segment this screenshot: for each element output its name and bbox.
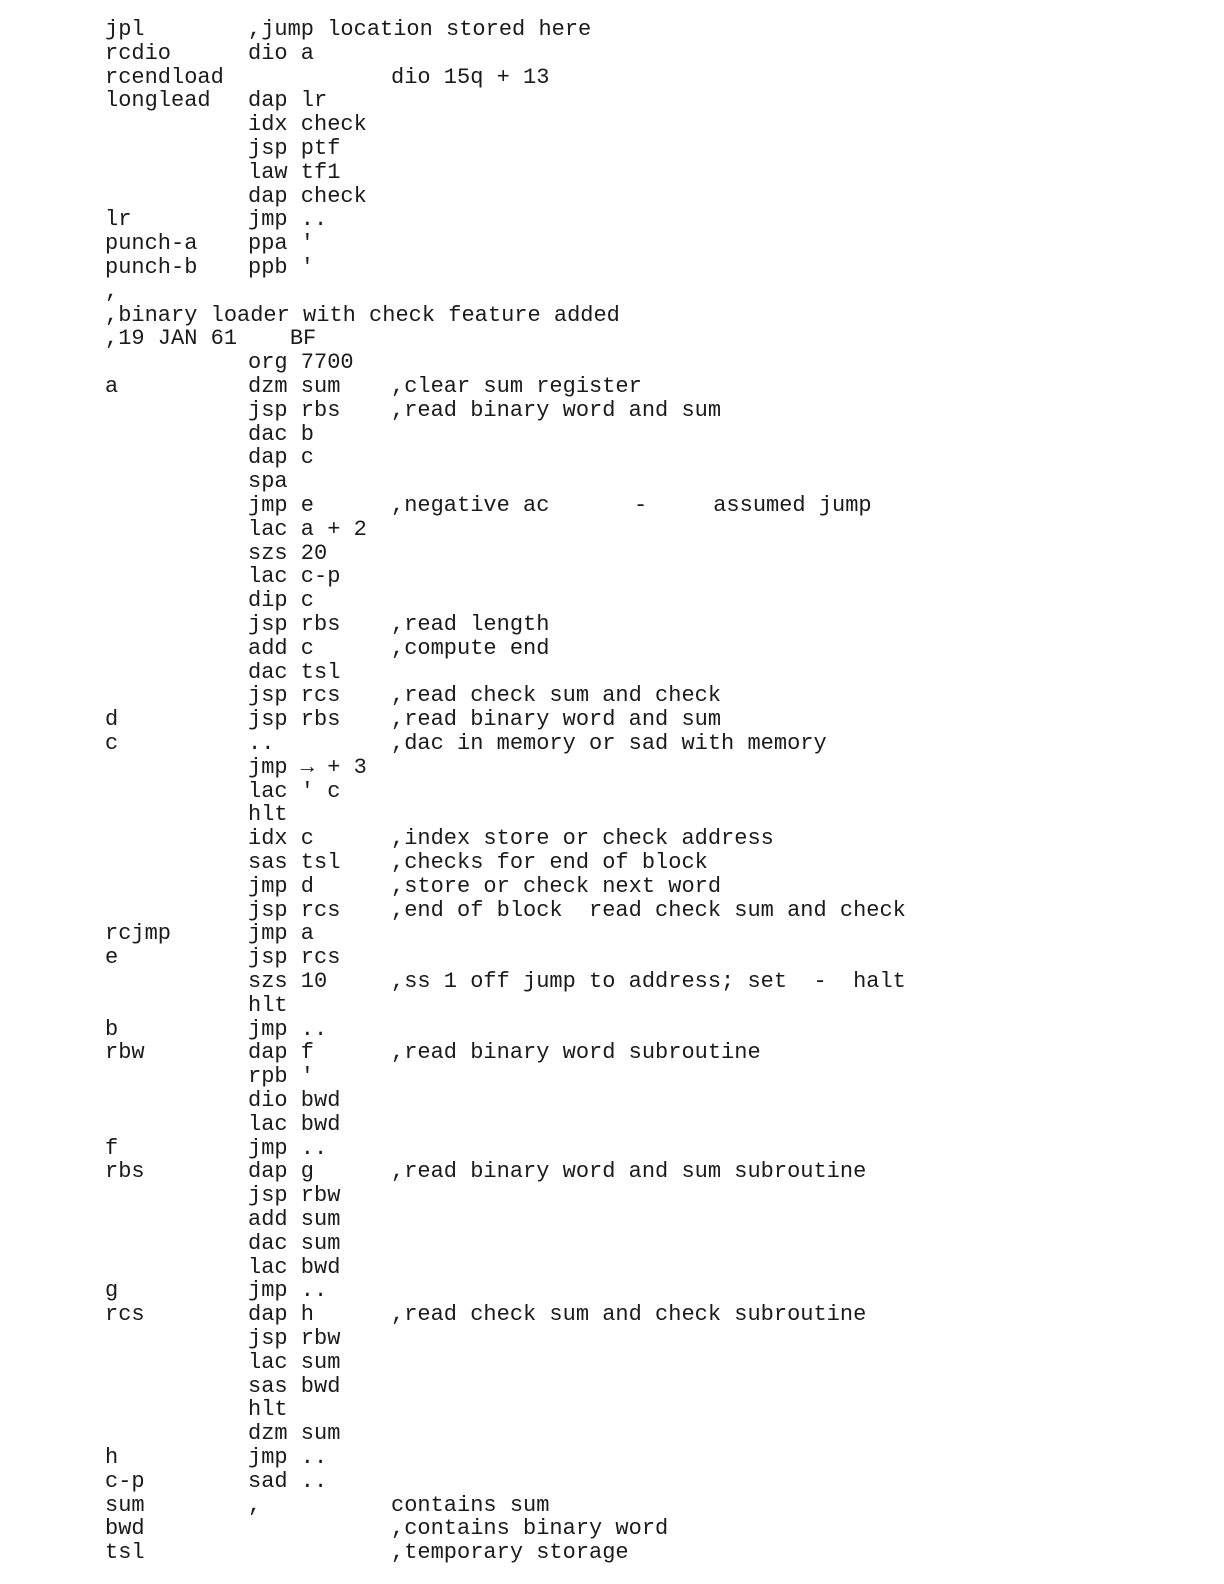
line-instruction: jmp d (248, 873, 315, 899)
listing-line (0, 1375, 1224, 1399)
listing-line (0, 446, 1224, 470)
line-instruction: jmp .. (248, 1278, 328, 1304)
line-instruction: lac c-p (248, 564, 341, 590)
line-instruction: jmp .. (248, 1016, 328, 1042)
listing-line (0, 684, 1224, 708)
listing-line (0, 1160, 1224, 1184)
line-instruction: lac bwd (248, 1254, 341, 1280)
line-instruction: spa (248, 469, 288, 495)
listing-line (0, 42, 1224, 66)
line-instruction: jsp rcs (248, 683, 341, 709)
line-instruction: dap c (248, 445, 315, 471)
line-comment: ,read binary word subroutine (391, 1040, 761, 1066)
line-instruction: hlt (248, 802, 288, 828)
line-comment: ,jump location stored here (248, 17, 592, 42)
listing-line (0, 851, 1224, 875)
line-comment: dio 15q + 13 (391, 64, 550, 90)
line-instruction: dap h (248, 1302, 315, 1328)
line-instruction: org 7700 (248, 350, 354, 376)
listing-line (0, 375, 1224, 399)
line-label: , (105, 278, 119, 304)
line-instruction: jsp rbw (248, 1183, 341, 1209)
line-instruction: dap f (248, 1040, 315, 1066)
line-instruction: lac ' c (248, 778, 341, 804)
listing-line (0, 732, 1224, 756)
listing-line (0, 351, 1224, 375)
line-instruction: dac b (248, 421, 315, 447)
listing-line (0, 66, 1224, 90)
listing-line (0, 1494, 1224, 1518)
line-label: c-p (105, 1468, 145, 1494)
listing-line (0, 304, 1224, 328)
listing-line (0, 899, 1224, 923)
listing-line (0, 399, 1224, 423)
listing-line (0, 661, 1224, 685)
line-comment: ,read binary word and sum (391, 397, 722, 423)
line-instruction: lac a + 2 (248, 516, 367, 542)
listing-line (0, 327, 1224, 351)
listing-line (0, 565, 1224, 589)
line-label: lr (105, 207, 132, 233)
listing-line (0, 613, 1224, 637)
line-comment: ,read binary word and sum subroutine (391, 1159, 867, 1185)
listing-line (0, 1422, 1224, 1446)
listing-line (0, 137, 1224, 161)
line-comment: ,read binary word and sum (391, 707, 722, 733)
line-instruction: ppa ' (248, 231, 315, 257)
line-label: rcs (105, 1302, 145, 1328)
line-comment: ,read check sum and check subroutine (391, 1302, 867, 1328)
listing-line (0, 1208, 1224, 1232)
line-label: sum (105, 1492, 145, 1518)
listing-line (0, 1256, 1224, 1280)
line-instruction: jsp rbs (248, 612, 341, 637)
line-label: punch-b (105, 255, 198, 280)
line-label: rcdio (105, 40, 172, 66)
listing-line (0, 589, 1224, 613)
listing-line (0, 423, 1224, 447)
listing-line (0, 1184, 1224, 1208)
line-label: c (105, 731, 119, 756)
line-comment: ,index store or check address (391, 826, 774, 852)
line-instruction: add sum (248, 1207, 341, 1232)
listing-line (0, 1398, 1224, 1422)
listing-line (0, 1279, 1224, 1303)
line-instruction: jmp a (248, 921, 315, 947)
listing-line (0, 1470, 1224, 1494)
listing-line (0, 161, 1224, 185)
line-label: h (105, 1445, 119, 1470)
listing-line (0, 18, 1224, 42)
listing-line (0, 113, 1224, 137)
listing-line (0, 1089, 1224, 1113)
listing-line (0, 637, 1224, 661)
listing-line (0, 1541, 1224, 1565)
line-instruction: dac tsl (248, 659, 341, 685)
line-instruction: sas bwd (248, 1373, 341, 1399)
listing-line (0, 1232, 1224, 1256)
listing-line (0, 1018, 1224, 1042)
line-instruction: dio bwd (248, 1088, 341, 1113)
listing-line (0, 280, 1224, 304)
line-comment: ,dac in memory or sad with memory (391, 731, 827, 756)
listing-line (0, 1351, 1224, 1375)
line-label: jpl (105, 17, 145, 42)
listing-line (0, 518, 1224, 542)
line-instruction: szs 10 (248, 969, 328, 994)
line-instruction: dac sum (248, 1230, 341, 1256)
line-instruction: jmp → + 3 (248, 754, 367, 780)
listing-line (0, 970, 1224, 994)
line-comment-continuation: - assumed jump (634, 493, 872, 518)
line-instruction: idx check (248, 112, 367, 138)
listing-line (0, 1041, 1224, 1065)
listing-line (0, 542, 1224, 566)
line-label: rcjmp (105, 921, 172, 947)
line-instruction: , (248, 1492, 262, 1518)
line-comment: contains sum (391, 1492, 550, 1518)
line-label: rbs (105, 1159, 145, 1185)
line-instruction: jsp rbs (248, 707, 341, 733)
line-instruction: hlt (248, 1397, 288, 1423)
line-instruction: hlt (248, 992, 288, 1018)
line-instruction: dzm sum (248, 1421, 341, 1447)
line-label: longlead (105, 88, 211, 114)
listing-line (0, 994, 1224, 1018)
listing-line (0, 922, 1224, 946)
line-instruction: jsp rbs (248, 397, 341, 423)
listing-line (0, 1303, 1224, 1327)
line-comment: ,read check sum and check (391, 683, 722, 709)
line-comment: ,temporary storage (391, 1540, 629, 1566)
line-label: f (105, 1135, 119, 1161)
line-comment: ,negative ac (391, 493, 550, 518)
listing-line (0, 232, 1224, 256)
listing-line (0, 208, 1224, 232)
line-comment: ,contains binary word (391, 1516, 669, 1542)
line-instruction: .. (248, 731, 275, 756)
line-instruction: jmp .. (248, 1445, 328, 1470)
line-instruction: idx c (248, 826, 315, 852)
line-instruction: sad .. (248, 1468, 328, 1494)
line-comment: ,checks for end of block (391, 850, 708, 875)
listing-line (0, 89, 1224, 113)
line-instruction: jmp e (248, 493, 315, 518)
listing-line (0, 1113, 1224, 1137)
line-instruction: jsp rcs (248, 897, 341, 923)
line-label: tsl (105, 1540, 145, 1566)
line-label: b (105, 1016, 119, 1042)
line-instruction: dzm sum (248, 374, 341, 399)
listing-line (0, 185, 1224, 209)
line-comment: ,compute end (391, 635, 550, 661)
line-instruction: dip c (248, 588, 315, 614)
listing-line (0, 803, 1224, 827)
listing-line (0, 1517, 1224, 1541)
line-label: a (105, 374, 119, 399)
line-instruction: szs 20 (248, 540, 328, 566)
line-label: bwd (105, 1516, 145, 1542)
line-instruction: ppb ' (248, 255, 315, 280)
listing-line (0, 1065, 1224, 1089)
line-label: ,19 JAN 61 BF (105, 326, 317, 352)
line-instruction: law tf1 (248, 159, 341, 185)
listing-line (0, 1446, 1224, 1470)
line-instruction: dio a (248, 40, 315, 66)
line-instruction: add c (248, 635, 315, 661)
line-label: rbw (105, 1040, 145, 1066)
listing-line (0, 946, 1224, 970)
line-comment: ,clear sum register (391, 374, 642, 399)
line-comment: ,end of block read check sum and check (391, 897, 906, 923)
listing-line (0, 875, 1224, 899)
line-instruction: rpb ' (248, 1064, 315, 1090)
listing-line (0, 780, 1224, 804)
line-instruction: jsp rcs (248, 945, 341, 971)
listing-line (0, 256, 1224, 280)
line-instruction: jsp ptf (248, 136, 341, 161)
line-label: d (105, 707, 119, 733)
listing-line (0, 827, 1224, 851)
line-label: ,binary loader with check feature added (105, 302, 620, 328)
listing-line (0, 1137, 1224, 1161)
line-instruction: jsp rbw (248, 1326, 341, 1351)
line-instruction: dap g (248, 1159, 315, 1185)
line-instruction: dap lr (248, 88, 328, 114)
line-instruction: lac sum (248, 1349, 341, 1375)
line-instruction: jmp .. (248, 207, 328, 233)
line-label: g (105, 1278, 119, 1304)
listing-line (0, 756, 1224, 780)
listing-line (0, 708, 1224, 732)
line-instruction: lac bwd (248, 1111, 341, 1137)
line-instruction: sas tsl (248, 850, 341, 875)
line-instruction: dap check (248, 183, 367, 209)
line-label: punch-a (105, 231, 198, 257)
line-comment: ,ss 1 off jump to address; set - halt (391, 969, 906, 994)
line-label: e (105, 945, 119, 971)
listing-line (0, 470, 1224, 494)
line-instruction: jmp .. (248, 1135, 328, 1161)
line-comment: ,store or check next word (391, 873, 722, 899)
line-comment: ,read length (391, 612, 550, 637)
line-label: rcendload (105, 64, 224, 90)
listing-line (0, 1327, 1224, 1351)
listing-line (0, 494, 1224, 518)
